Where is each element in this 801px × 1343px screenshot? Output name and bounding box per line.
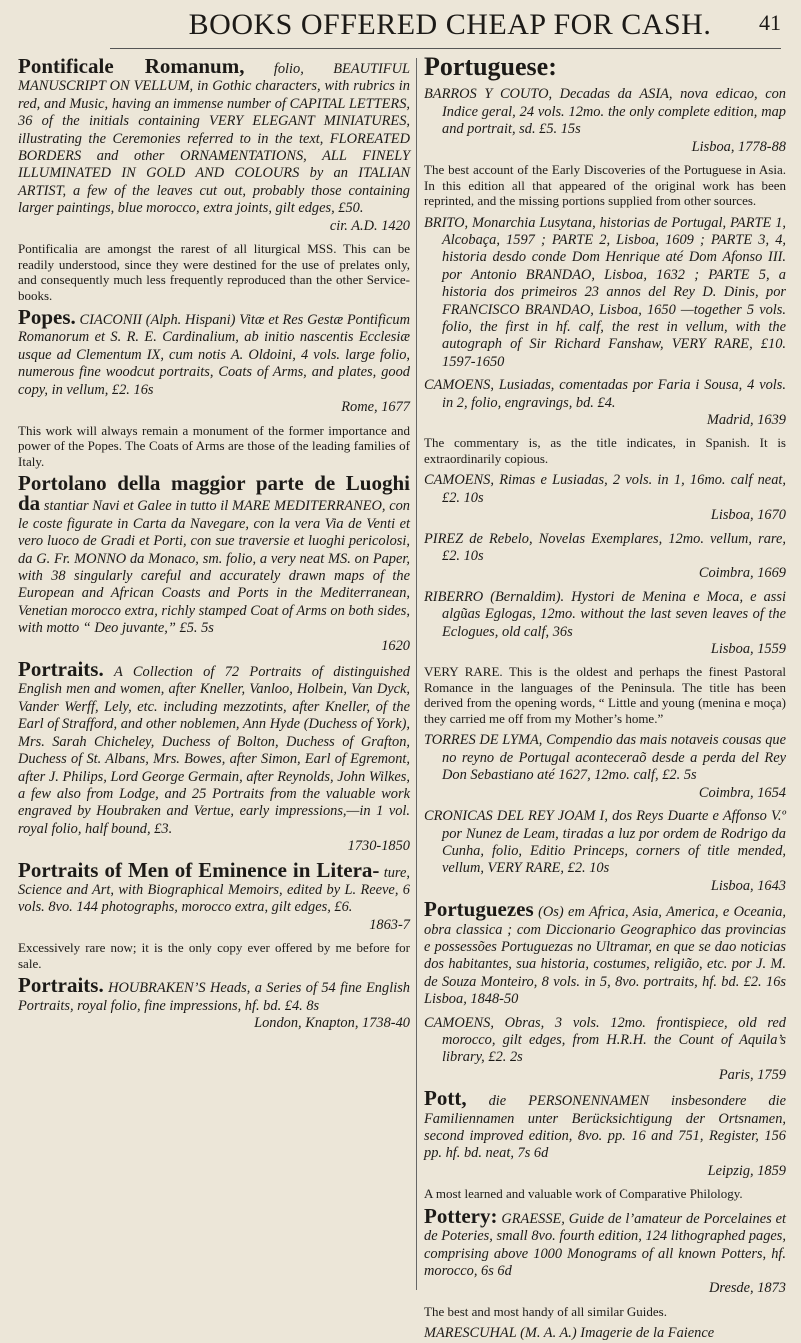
page-title: BOOKS OFFERED CHEAP FOR CASH. (188, 8, 712, 41)
entry-note: The commentary is, as the title indicates, in Spanish. It is extraordinarily copious. (424, 435, 786, 466)
entry-torres: TORRES DE LYMA, Compendio das mais notaveis cousas que no reyno de Portugal aconteceraõ desde a perda del Rey Don Sebastiano até 1627, 12mo. calf, £2. 5s Coimbra, 1654 (424, 732, 786, 801)
entry-camoens-rimas: CAMOENS, Rimas e Lusiadas, 2 vols. in 1, 16mo. calf neat, £2. 10s Lisboa, 1670 (424, 472, 786, 524)
left-column (18, 54, 410, 1290)
column-divider (416, 58, 417, 1290)
running-head (110, 8, 781, 49)
entry-note: A most learned and valuable work of Comparative Philology. (424, 1186, 743, 1202)
entry-portuguezes: Portuguezes (Os) em Africa, Asia, America, e Oceania, obra classica ; com Diccionario Geographico das provincias e possessões Portuguezas no Ultramar, en que se dao noticias dos habitantes, sua historia, costumes, religião, etc. por J. M. de Souza Monteiro, 8 vols. in 5, 8vo. portraits, hf. bd. £2. 16s Lisboa, 1848-50 (424, 897, 786, 1008)
entry-note: Excessively rare now; it is the only copy ever offered by me before for sale. (18, 940, 410, 971)
entry-marescuhal: MARESCUHAL (M. A. A.) Imagerie de la Faience (424, 1325, 715, 1342)
entry-pott: Pott, die PERSONENNAMEN insbesondere die Familiennamen unter Berücksichtigung der Ortsnamen, second improved edition, 8vo. pp. 16 and 751, Register, 156 pp. hf. bd. neat, 7s 6d Leipzig, 1859 (424, 1086, 786, 1179)
entry-note: The best and most handy of all similar Guides. (424, 1303, 667, 1319)
entry-portraits-houbraken: Portraits. HOUBRAKEN’S Heads, a Series of 54 fine English Portraits, royal folio, fine impressions, hf. bd. £4. 8s London, Knapton, 1738-40 (18, 973, 410, 1031)
section-heading: Portuguese: (424, 52, 557, 81)
entry-portraits: Portraits. A Collection of 72 Portraits of distinguished English men and women, after Kneller, Vanloo, Holbein, Van Dyck, Vander Werff, Lely, etc. including mezzotints, after Kneller, of the Earl of Strafford, and other noblemen, Ann Hyde (Duchess of York), Mrs. Sarah Chicheley, Duchess of Bolton, Duchess of Grafton, Duchess of St. Albans, Mrs. Bowes, after Simon, Earl of Egremont, after J. Philips, Lord George Germain, after Reynolds, John Wilkes, a few also from Lodge, and 25 Portraits from the valuable work engraved by Houbraken and Vertue, early impressions,—in 1 vol. royal folio, half bound, £3. 1730-1850 (18, 657, 410, 855)
entry-camoens-lusiadas: CAMOENS, Lusiadas, comentadas por Faria i Sousa, 4 vols. in 2, folio, engravings, bd. £4. Madrid, 1639 (424, 377, 786, 428)
entry-pottery: Pottery: GRAESSE, Guide de l’amateur de Porcelaines et de Poteries, small 8vo. fourth edition, 124 lithographed pages, comprising above 1000 Monograms of all known Potters, hf. morocco, 6s 6d Dresde, 1873 (424, 1203, 786, 1297)
entry-cronicas: CRONICAS DEL REY JOAM I, dos Reys Duarte e Affonso V.º por Nunez de Leam, tiradas a luz por ordem de Rodrigo da Cunha, folio, Editio Princeps, corners of title mended, vellum, VERY RARE, £2. 10s Lisboa, 1643 (424, 808, 786, 894)
entry-pirez: PIREZ de Rebelo, Novelas Exemplares, 12mo. vellum, rare, £2. 10s Coimbra, 1669 (424, 530, 786, 582)
entry-note: The best account of the Early Discoveries of the Portuguese in Asia. In this edition all that appeared of the original work has been reprinted, and the missing portions supplied from other sources. (424, 162, 786, 209)
entry-brito: BRITO, Monarchia Lusytana, historias de Portugal, PARTE 1, Alcobaça, 1597 ; PARTE 2, Lisboa, 1609 ; PARTE 3, 4, historia desdo conde Dom Henrique até Dom Afonso III. por Antonio BRANDAO, Lisboa, 1632 ; PARTE 5, a historia dos primeiros 23 annos del Rey D. Dinis, por FRANCISCO BRANDAO, Lisboa, 1650 —together 5 vols. folio, the first in hf. calf, the rest in vellum, with the autograph of Sir Richard Fanshaw, VERY RARE, £10. 1597-1650 (424, 214, 786, 370)
entry-note: VERY RARE. This is the oldest and perhaps the finest Pastoral Romance in the languages of the Peninsula. The title has been derived from the opening words, “ Little and young (menina e moça) they carried me off from my Mother’s home.” (424, 664, 786, 726)
entry-portolano: Portolano della maggior parte de Luoghi da stantiar Navi et Galee in tutto il MARE MEDITERRANEO, con le coste figurate in Carta da Navegare, con la vera Via de Venti et vero luoco de Gradi et Porti, con sue traversie et luoghi pericolosi, da G. Fr. MONNO da Monaco, sm. folio, a very neat MS. on Paper, with 38 singularly careful and accurately drawn maps of the European and African Coasts and Ports in the Mediterranean, Venetian morocco extra, richly stamped Coat of Arms on both sides, with motto “ Deo juvante,” £5. 5s 1620 (18, 471, 410, 654)
entry-portraits-men: Portraits of Men of Eminence in Litera- ture, Science and Art, with Biographical Memoirs, edited by L. Reeve, 6 vols. 8vo. 144 photographs, morocco extra, gilt edges, £6. 1863-7 (18, 857, 410, 933)
entry-popes: Popes. CIACONII (Alph. Hispani) Vitæ et Res Gestæ Pontificum Romanorum et S. R. E. Cardinalium, ab initio nascentis Ecclesiæ usque ad Clementum IX, cum notis A. Oldoini, 4 vols. large folio, numerous fine woodcut portraits, Coats of Arms, and plates, good copy, in vellum, £2. 16s Rome, 1677 (18, 305, 410, 416)
entry-note: Pontificalia are amongst the rarest of all liturgical MSS. This can be readily understood, since they were destined for the use of prelates only, and consequently much less frequently reproduced than the other Service-books. (18, 241, 410, 303)
entry-pontificale: Pontificale Romanum, folio, BEAUTIFUL MANUSCRIPT ON VELLUM, in Gothic characters, with rubrics in red, and Music, having an immense number of CAPITAL LETTERS, 36 of the initials containing VERY ELEGANT MINIATURES, illustrating the Ceremonies referred to in the text, FLOREATED BORDERS and other ORNAMENTATIONS, ALL FINELY ILLUMINATED IN GOLD AND COLOURS by an ITALIAN ARTIST, a few of the leaves cut out, probably those containing larger paintings, blue morocco, extra joints, gilt edges, £50. cir. A.D. 1420 (18, 54, 410, 234)
entry-camoens-obras: CAMOENS, Obras, 3 vols. 12mo. frontispiece, old red morocco, gilt edges, from H.R.H. the Count of Aquila’s library, £2. 2s Paris, 1759 (424, 1014, 786, 1083)
entry-barros: BARROS Y COUTO, Decadas da ASIA, nova edicao, con Indice geral, 24 vols. 12mo. the only complete edition, map and portrait, sd. £5. 15s Lisboa, 1778-88 (424, 86, 786, 155)
entry-riberro: RIBERRO (Bernaldim). Hystori de Menina e Moca, e assi algũas Eglogas, 12mo. without the last seven leaves of the Eclogues, old calf, 36s Lisboa, 1559 (424, 588, 786, 658)
entry-note: This work will always remain a monument of the former importance and power of the Popes. The Coats of Arms are those of the leading families of Italy. (18, 422, 410, 469)
right-column (424, 52, 786, 1342)
page-number: 41 (759, 10, 781, 35)
